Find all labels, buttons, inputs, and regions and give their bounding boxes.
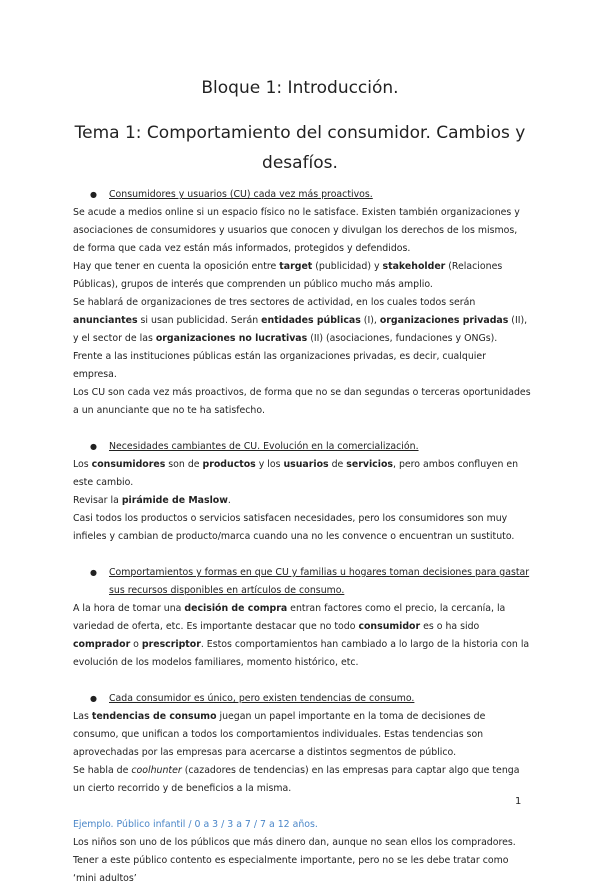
bold-term: organizaciones privadas (379, 315, 509, 326)
document-body (73, 186, 531, 888)
bold-term: pirámide de Maslow (121, 495, 228, 506)
bold-term: comprador (73, 639, 131, 650)
bullet-icon: ● (90, 568, 97, 577)
paragraph: Revisar la pirámide de Maslow. (73, 495, 231, 506)
topic-title: Tema 1: Comportamiento del consumidor. Cambios y desafíos. (74, 123, 526, 173)
bold-term: anunciantes (73, 315, 138, 326)
page-number: 1 (515, 796, 522, 807)
paragraph: Casi todos los productos o servicios satisfacen necesidades, pero los consumidores son muy infieles y cambian de producto/marca cuando una no les convence o encuentran un sustituto. (73, 513, 515, 542)
block-title: Bloque 1: Introducción. (201, 78, 399, 98)
paragraph: Se habla de coolhunter (cazadores de tendencias) en las empresas para captar algo que tenga un cierto recorrido y de beneficios a la misma. (73, 765, 520, 794)
bold-term: target (279, 261, 313, 272)
bullet-icon: ● (90, 442, 97, 451)
section-heading-text: Cada consumidor es único, pero existen tendencias de consumo. (109, 693, 415, 704)
bold-term: stakeholder (382, 261, 446, 272)
paragraph: Los CU son cada vez más proactivos, de forma que no se dan segundas o terceras oportunidades a un anunciante que no te ha satisfecho. (73, 387, 531, 416)
bullet-icon: ● (90, 694, 97, 703)
section-heading-text: Consumidores y usuarios (CU) cada vez más proactivos. (109, 189, 373, 200)
bold-term: servicios (346, 459, 393, 470)
paragraph: A la hora de tomar una decisión de compra entran factores como el precio, la cercanía, la variedad de oferta, etc. Es importante destacar que no todo consumidor es o ha sido comprador o prescriptor. Estos comportamientos han cambiado a lo largo de la historia con la evolución de los modelos familiares, momento histórico, etc. (73, 603, 530, 668)
bold-term: productos (202, 459, 256, 470)
section-heading-2 (73, 438, 531, 456)
section-heading-text: Necesidades cambiantes de CU. Evolución en la comercialización. (109, 441, 419, 452)
paragraph: Los niños son uno de los públicos que más dinero dan, aunque no sean ellos los compradores. Tener a este público contento es especialmente importante, pero no se les debe tratar como ‘mini adultos’ (73, 837, 516, 884)
section-heading-3 (73, 564, 531, 600)
paragraph: Frente a las instituciones públicas están las organizaciones privadas, es decir, cualquier empresa. (73, 351, 486, 380)
example-heading: Ejemplo. Público infantil / 0 a 3 / 3 a 7 / 7 a 12 años. (73, 819, 318, 830)
italic-term: coolhunter (131, 765, 182, 776)
paragraph: Se acude a medios online si un espacio físico no le satisface. Existen también organizaciones y asociaciones de consumidores y usuarios que conocen y divulgan los derechos de los mismos, de forma que cada vez están más informados, protegidos y defendidos. (73, 207, 520, 254)
bold-term: tendencias de consumo (91, 711, 217, 722)
bold-term: consumidores (91, 459, 166, 470)
paragraph: Los consumidores son de productos y los usuarios de servicios, pero ambos confluyen en este cambio. (73, 459, 519, 488)
bold-term: entidades públicas (261, 315, 361, 326)
section-heading-4 (73, 690, 531, 708)
paragraph: Hay que tener en cuenta la oposición entre target (publicidad) y stakeholder (Relaciones Públicas), grupos de interés que comprenden un público mucho más amplio. (73, 261, 503, 290)
paragraph: Se hablará de organizaciones de tres sectores de actividad, en los cuales todos serán anunciantes si usan publicidad. Serán entidades públicas (I), organizaciones privadas (II), y el sector de las organizaciones no lucrativas (II) (asociaciones, fundaciones y ONGs). (73, 297, 528, 344)
section-heading-1 (73, 186, 531, 204)
bold-term: organizaciones no lucrativas (155, 333, 308, 344)
paragraph: Las tendencias de consumo juegan un papel importante en la toma de decisiones de consumo, que unifican a todos los comportamientos individuales. Estas tendencias son aprovechadas por las empresas para acercarse a distintos segmentos de público. (73, 711, 486, 758)
bullet-icon: ● (90, 190, 97, 199)
section-heading-text: Comportamientos y formas en que CU y familias u hogares toman decisiones para gastar sus recursos disponibles en artículos de consumo. (109, 567, 530, 596)
bold-term: decisión de compra (184, 603, 288, 614)
bold-term: consumidor (358, 621, 421, 632)
bold-term: prescriptor (141, 639, 201, 650)
bold-term: usuarios (283, 459, 329, 470)
